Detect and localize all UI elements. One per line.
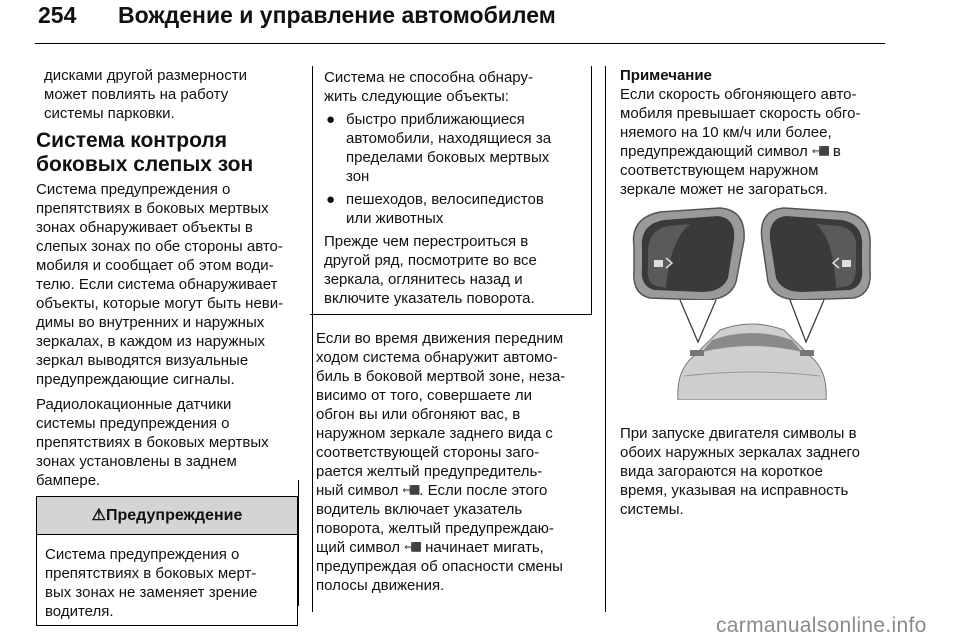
text-line: обгон вы или обгоняют вас, в xyxy=(316,406,521,423)
paragraph-3 xyxy=(316,329,592,595)
text-line: биль в боковой мертвой зоне, неза- xyxy=(316,368,566,385)
blind-spot-icon: ⇐⬛ xyxy=(404,542,421,552)
right-mirror xyxy=(761,208,870,300)
text-line: Если во время движения передним xyxy=(316,330,564,347)
text-line: мобиля превышает скорость обго- xyxy=(620,105,861,122)
blind-spot-icon: ⇐⬛ xyxy=(811,146,829,156)
warning-side-rule xyxy=(298,480,299,606)
text-line: системы предупреждения о xyxy=(36,415,230,432)
intro-text xyxy=(36,66,298,123)
side-mirror-illustration xyxy=(620,200,884,400)
text-line: телю. Если система обнаруживает xyxy=(36,276,278,293)
text-line: время, указывая на исправность xyxy=(620,482,849,499)
text-line: слепых зонах по обе стороны авто- xyxy=(36,238,283,255)
page-title: Вождение и управление автомобилем xyxy=(118,2,556,28)
list-item: ● пешеходов, велосипедистов или животных xyxy=(326,191,544,227)
text-line: Радиолокационные датчики xyxy=(36,396,232,413)
text-line: препятствиях в боковых мертвых xyxy=(36,200,269,217)
column-1 xyxy=(36,66,298,626)
text-line: ный символ ⇐⬛. Если после этого xyxy=(316,482,548,499)
paragraph-2 xyxy=(36,395,298,490)
list-item: ● быстро приближающиеся автомобили, находящиеся за пределами боковых мертвых зон xyxy=(326,111,552,185)
text-line: соответствующем наружном xyxy=(620,162,819,179)
text-line: Система не способна обнару- xyxy=(324,69,533,86)
text-line: водителя. xyxy=(45,603,114,620)
text-line: системы парковки. xyxy=(44,105,175,122)
text-line: зеркалах, в каждом из наружных xyxy=(36,333,266,350)
text-line: наружном зеркале заднего вида с xyxy=(316,425,553,442)
text-line: предупреждающий символ ⇐⬛ в xyxy=(620,143,841,160)
paragraph-1 xyxy=(36,180,298,389)
section-title-line: боковых слепых зон xyxy=(36,153,254,176)
text-line: зеркал выводятся визуальные xyxy=(36,352,249,369)
warning-icon: ⚠ xyxy=(91,507,106,524)
text-line: поворота, желтый предупреждаю- xyxy=(316,520,554,537)
text-line: зонах установлены в заднем xyxy=(36,453,237,470)
watermark: carmanualsonline.info xyxy=(716,614,927,637)
text-line: Система предупреждения о xyxy=(45,546,240,563)
warning-box xyxy=(36,496,298,626)
text-line: Система предупреждения о xyxy=(36,181,231,198)
text-line: жить следующие объекты: xyxy=(324,88,509,105)
section-title xyxy=(36,129,298,177)
text-line: включите указатель поворота. xyxy=(324,290,535,307)
text-line: мобиля и сообщает об этом води- xyxy=(36,257,274,274)
text-line: полосы движения. xyxy=(316,577,445,594)
bullet-icon: ● xyxy=(326,191,336,208)
text-line: Прежде чем перестроиться в xyxy=(324,233,529,250)
text-line: водитель включает указатель xyxy=(316,501,523,518)
text-line: предупреждая об опасности смены xyxy=(316,558,563,575)
text-line: рается желтый предупредитель- xyxy=(316,463,543,480)
note-title: Примечание xyxy=(620,67,712,84)
text-line: препятствиях в боковых мерт- xyxy=(45,565,257,582)
section-title-line: Система контроля xyxy=(36,129,227,152)
warning-header xyxy=(37,497,297,535)
page-number: 254 xyxy=(38,2,77,28)
left-mirror xyxy=(634,208,745,300)
warning-title: Предупреждение xyxy=(106,507,243,524)
text-line: няемого на 10 км/ч или более, xyxy=(620,124,832,141)
text-line: может повлиять на работу xyxy=(44,86,229,103)
text-line: зеркала, оглянитесь назад и xyxy=(324,271,523,288)
header-rule xyxy=(35,43,885,44)
text-line: вых зонах не заменяет зрение xyxy=(45,584,258,601)
text-line: соответствующей стороны заго- xyxy=(316,444,540,461)
text-line: вида загораются на короткое xyxy=(620,463,823,480)
text-line: зеркале может не загораться. xyxy=(620,181,828,198)
blind-spot-icon: ⇐⬛ xyxy=(402,485,420,495)
note-block xyxy=(620,66,888,199)
column-divider-2 xyxy=(605,66,606,612)
text-line: При запуске двигателя символы в xyxy=(620,425,857,442)
text-line: зонах обнаруживает объекты в xyxy=(36,219,253,236)
text-line: димы во внутренних и наружных xyxy=(36,314,265,331)
bullet-icon: ● xyxy=(326,111,336,128)
text-line: системы. xyxy=(620,501,684,518)
text-line: ходом система обнаружит автомо- xyxy=(316,349,558,366)
text-line: обоих наружных зеркалах заднего xyxy=(620,444,861,461)
text-line: Если скорость обгоняющего авто- xyxy=(620,86,857,103)
text-line: дисками другой размерности xyxy=(44,67,247,84)
text-line: другой ряд, посмотрите во все xyxy=(324,252,537,269)
text-line: бампере. xyxy=(36,472,101,489)
column-3-bottom xyxy=(620,424,888,519)
text-line: предупреждающие сигналы. xyxy=(36,371,235,388)
text-line: щий символ ⇐⬛ начинает мигать, xyxy=(316,539,544,556)
warning-body xyxy=(37,535,297,625)
notice-box xyxy=(310,66,592,315)
text-line: объекты, которые могут быть неви- xyxy=(36,295,284,312)
text-line: висимо от того, совершаете ли xyxy=(316,387,533,404)
text-line: препятствиях в боковых мертвых xyxy=(36,434,269,451)
column-2 xyxy=(316,66,592,595)
column-3 xyxy=(620,66,888,199)
